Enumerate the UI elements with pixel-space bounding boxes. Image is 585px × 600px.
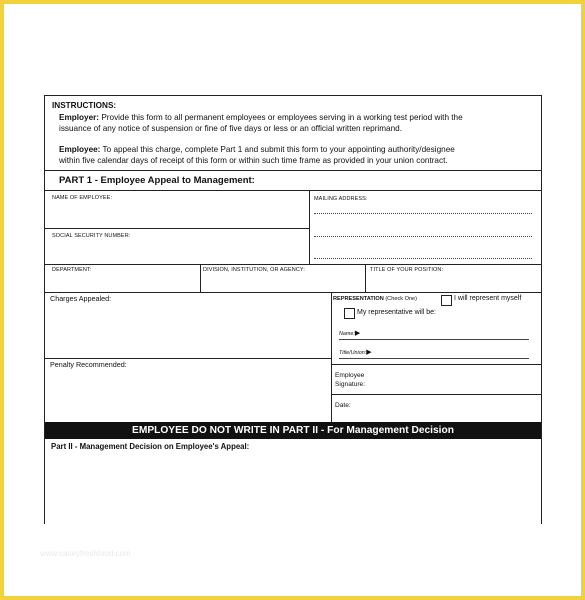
divider <box>200 264 201 292</box>
rep-title-label <box>339 348 372 356</box>
division-label: DIVISION, INSTITUTION, OR AGENCY: <box>203 267 306 273</box>
penalty-recommended-field[interactable] <box>49 370 329 420</box>
divider <box>45 170 541 171</box>
divider <box>365 264 366 292</box>
division-field[interactable] <box>203 274 363 291</box>
address-line <box>314 213 532 214</box>
rep-title-line[interactable] <box>339 358 529 359</box>
divider <box>45 292 541 293</box>
employee-text-1: To appeal this charge, complete Part 1 and submit this form to your appointing authority/designee <box>100 145 455 154</box>
employer-label: Employer: <box>59 113 100 122</box>
date-label: Date: <box>335 402 351 409</box>
divider <box>45 228 309 229</box>
title-of-position-field[interactable] <box>369 274 537 291</box>
divider <box>331 394 541 395</box>
employee-label: Employee: <box>59 145 101 154</box>
mailing-address-label: MAILING ADDRESS: <box>314 196 368 202</box>
mailing-address-field[interactable] <box>313 202 538 262</box>
arrow-right-icon: ▶ <box>366 349 372 356</box>
rep-title-text: Title/Union: <box>339 350 367 356</box>
penalty-recommended-label: Penalty Recommended: <box>50 360 127 369</box>
name-of-employee-label: NAME OF EMPLOYEE: <box>52 195 113 201</box>
employee-instructions <box>59 144 539 167</box>
representation-label <box>333 296 417 302</box>
represent-myself-checkbox[interactable] <box>441 295 452 306</box>
employee-text-2: within five calendar days of receipt of this form or within such time frame as provided in your union contract. <box>59 156 448 166</box>
represent-myself-label: I will represent myself <box>454 295 522 302</box>
employer-text-1: Provide this form to all permanent employees or employees serving in a working test period with the <box>99 113 463 122</box>
signature-label-2: Signature: <box>335 381 366 388</box>
address-line <box>314 258 532 259</box>
management-decision-field[interactable] <box>49 454 537 520</box>
ssn-label: SOCIAL SECURITY NUMBER: <box>52 233 131 239</box>
date-field[interactable] <box>357 398 535 420</box>
divider <box>331 292 332 422</box>
employee-signature-field[interactable] <box>375 368 535 392</box>
address-line <box>314 236 532 237</box>
representative-checkbox[interactable] <box>344 308 355 319</box>
rep-name-label <box>339 329 360 337</box>
divider <box>45 190 541 191</box>
employer-instructions <box>59 112 539 135</box>
instructions-heading: INSTRUCTIONS: <box>52 101 117 110</box>
employer-text-2: issuance of any notice of suspension or fine of five days or less or an official written reprimand. <box>59 124 402 134</box>
department-field[interactable] <box>51 274 199 291</box>
part1-title: PART 1 - Employee Appeal to Management: <box>59 175 255 186</box>
rep-name-text: Name: <box>339 331 355 337</box>
rep-name-line[interactable] <box>339 339 529 340</box>
watermark: www.caseyfreshfood.com <box>40 549 131 558</box>
representative-label: My representative will be: <box>357 309 436 316</box>
part2-title: Part II - Management Decision on Employee's Appeal: <box>51 442 250 451</box>
employee-signature-label <box>335 371 365 389</box>
charges-appealed-label: Charges Appealed: <box>50 294 112 303</box>
charges-appealed-field[interactable] <box>49 304 329 356</box>
department-label: DEPARTMENT: <box>52 267 92 273</box>
arrow-right-icon: ▶ <box>354 330 361 337</box>
appeal-form <box>44 95 542 524</box>
divider <box>331 364 541 365</box>
divider <box>45 358 331 359</box>
name-of-employee-field[interactable] <box>51 202 307 226</box>
title-of-position-label: TITLE OF YOUR POSITION: <box>370 267 444 273</box>
check-one-hint: (Check One) <box>383 296 418 302</box>
management-only-banner: EMPLOYEE DO NOT WRITE IN PART II - For Management Decision <box>45 422 541 439</box>
divider <box>309 190 310 264</box>
signature-label-1: Employee <box>335 372 365 379</box>
ssn-field[interactable] <box>51 240 307 262</box>
representation-heading: REPRESENTATION <box>333 296 384 302</box>
divider <box>45 264 541 265</box>
